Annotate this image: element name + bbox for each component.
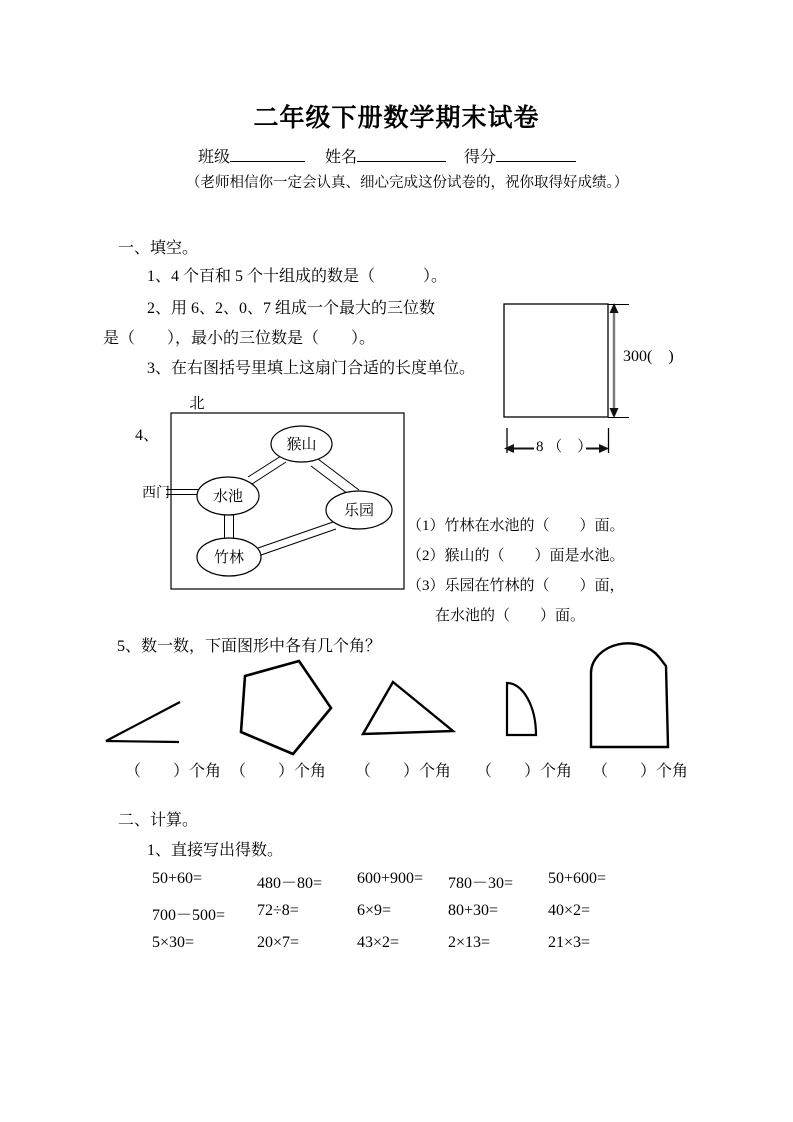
class-label: 班级 <box>198 149 231 166</box>
pentagon-shape <box>241 661 331 754</box>
section1-heading: 一、填空。 <box>118 240 199 257</box>
pond-label: 水池 <box>212 489 244 505</box>
path-monkeyhill-paradise-b <box>318 459 359 490</box>
calc-problem: 21×3= <box>548 934 591 951</box>
calc-problem: 2×13= <box>448 934 491 951</box>
angle-count-blank-4: （ ）个角 <box>476 763 573 780</box>
path-bamboo-paradise-b <box>261 529 336 555</box>
score-label: 得分 <box>464 149 497 166</box>
question-4-sub3: （3）乐园在竹林的（ ）面， <box>407 578 625 594</box>
bamboo-label: 竹林 <box>213 550 245 566</box>
calc-problem: 43×2= <box>357 934 400 951</box>
calc-problem: 50+600= <box>548 870 607 887</box>
calc-problem: 50+60= <box>152 870 203 887</box>
angle-count-blank-5: （ ）个角 <box>592 763 689 780</box>
calc-problem: 80+30= <box>448 902 499 919</box>
north-label: 北 <box>189 396 205 412</box>
monkey-hill-label: 猴山 <box>286 437 317 453</box>
path-bamboo-paradise-a <box>258 522 333 548</box>
question-1: 1、4 个百和 5 个十组成的数是（ ）。 <box>147 268 448 285</box>
triangle-shape <box>363 682 453 734</box>
calc-problem: 40×2= <box>548 902 591 919</box>
page-title: 二年级下册数学期末试卷 <box>253 105 540 132</box>
angle-count-blank-1: （ ）个角 <box>125 763 222 780</box>
motto-line: （老师相信你一定会认真、细心完成这份试卷的，祝你取得好成绩。） <box>186 175 629 191</box>
width-dimension-label: 8 （ ） <box>536 439 593 455</box>
calc-problem: 72÷8= <box>257 902 299 919</box>
question-5: 5、数一数，下面图形中各有几个角？ <box>117 638 382 655</box>
shapes-row <box>88 636 688 761</box>
header-fields <box>198 144 576 167</box>
question-4-sub2: （2）猴山的（ ）面是水池。 <box>407 548 625 564</box>
question-3: 3、在右图括号里填上这扇门合适的长度单位。 <box>147 360 476 377</box>
question-4-sub3-continued: 在水池的（ ）面。 <box>435 608 586 624</box>
park-map-diagram <box>128 390 420 598</box>
question-4-sub1: （1）竹林在水池的（ ）面。 <box>407 518 625 534</box>
calc-problem: 5×30= <box>152 934 195 951</box>
arch-shape <box>591 643 668 747</box>
question-2-line2: 是（ ），最小的三位数是（ ）。 <box>103 330 376 347</box>
calc-problem: 480－80= <box>257 875 323 892</box>
width-arrow-right-head <box>599 444 609 453</box>
height-arrow-down-head <box>610 408 619 418</box>
calc-problem: 600+900= <box>357 870 424 887</box>
door-dimension-diagram <box>495 295 690 465</box>
question-2-line1: 2、用 6、2、0、7 组成一个最大的三位数 <box>147 300 436 317</box>
path-pond-monkeyhill-b <box>252 462 286 484</box>
angle-count-blank-2: （ ）个角 <box>230 763 327 780</box>
width-arrow-left-head <box>504 444 514 453</box>
calc-problem: 780－30= <box>448 875 514 892</box>
angle-count-blank-3: （ ）个角 <box>355 763 452 780</box>
path-pond-monkeyhill-a <box>248 456 281 477</box>
calc-problem: 20×7= <box>257 934 300 951</box>
name-blank-line <box>357 146 446 162</box>
question-4-number: 4、 <box>135 427 160 444</box>
paradise-label: 乐园 <box>343 503 375 519</box>
door-rect <box>504 304 608 417</box>
angle-shape <box>106 702 180 742</box>
height-dimension-label: 300( ) <box>623 348 674 365</box>
section2-sub1: 1、直接写出得数。 <box>147 842 284 859</box>
section2-heading: 二、计算。 <box>118 812 199 829</box>
quarter-circle-shape <box>507 683 536 735</box>
calc-problem: 6×9= <box>357 902 392 919</box>
name-label: 姓名 <box>325 149 358 166</box>
class-blank-line <box>230 146 305 162</box>
west-gate-label: 西门 <box>142 486 170 501</box>
calc-problem: 700－500= <box>152 907 226 924</box>
score-blank-line <box>496 146 576 162</box>
